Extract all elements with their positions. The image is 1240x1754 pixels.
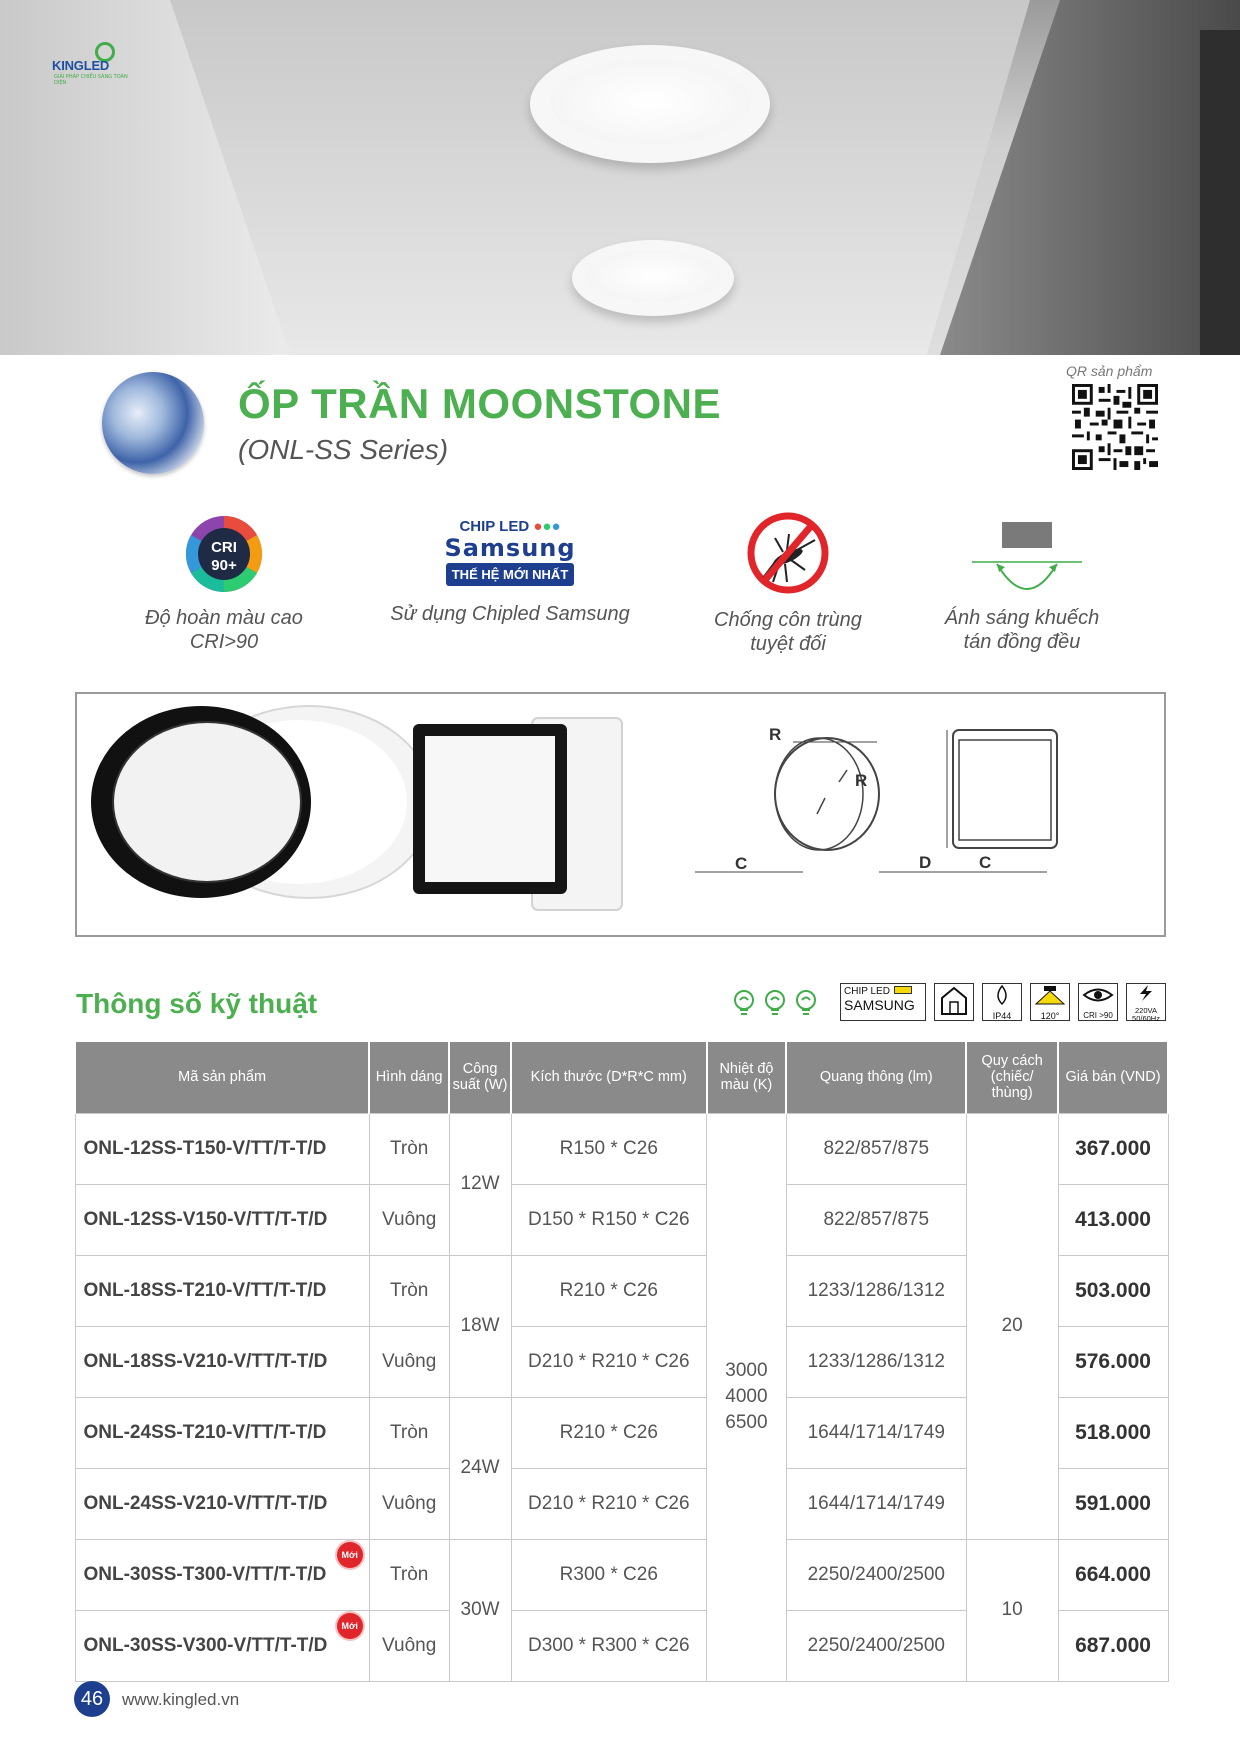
hero-photo: [0, 0, 1240, 355]
product-lumen: 1644/1714/1749: [786, 1397, 966, 1468]
feature-insect: [658, 510, 918, 656]
product-lumen: 822/857/875: [786, 1184, 966, 1255]
brand-logo[interactable]: [48, 42, 128, 86]
product-lumen: 1644/1714/1749: [786, 1468, 966, 1539]
feature-caption: [892, 606, 1152, 654]
eco-bulb-icons: [730, 988, 820, 1020]
caption-line: Chống côn trùng: [714, 609, 862, 631]
spec-table: [74, 1040, 1169, 1682]
product-price: 576.000: [1058, 1326, 1168, 1397]
product-price: 367.000: [1058, 1113, 1168, 1184]
header-size: Kích thước (D*R*C mm): [511, 1041, 706, 1113]
round-r-label: R: [769, 725, 782, 744]
product-size: D210 * R210 * C26: [511, 1326, 706, 1397]
feature-caption: [380, 602, 640, 626]
page-number: 46: [74, 1681, 110, 1717]
square-black-lens: [425, 736, 555, 882]
qr-code-icon[interactable]: [1072, 384, 1158, 470]
product-power: 30W: [449, 1539, 511, 1681]
product-code: ONL-12SS-T150-V/TT/T-T/D: [75, 1113, 369, 1184]
feature-light: [892, 514, 1152, 654]
product-series: (ONL-SS Series): [238, 434, 449, 465]
product-lumen: 1233/1286/1312: [786, 1326, 966, 1397]
header-power: Công suất (W): [449, 1041, 511, 1113]
feature-samsung: [380, 514, 640, 626]
product-power: 18W: [449, 1255, 511, 1397]
product-size: R300 * C26: [511, 1539, 706, 1610]
caption-line: Sử dụng Chipled Samsung: [390, 603, 630, 625]
product-images: [77, 694, 1164, 935]
spec-title: Thông số kỹ thuật: [76, 988, 318, 1019]
product-cct: [707, 1113, 787, 1681]
product-size: D300 * R300 * C26: [511, 1610, 706, 1681]
header-price: Giá bán (VND): [1058, 1041, 1168, 1113]
hero-lamp-large: [530, 45, 770, 163]
product-size: R210 * C26: [511, 1255, 706, 1326]
caption-line: Độ hoàn màu cao: [145, 607, 303, 629]
indoor-house-icon: [934, 983, 974, 1021]
product-pack: 20: [966, 1113, 1058, 1539]
header-cct: Nhiệt độ màu (K): [707, 1041, 787, 1113]
product-shape: Vuông: [369, 1326, 449, 1397]
product-power: 12W: [449, 1113, 511, 1255]
beam-angle-icon: [1030, 983, 1070, 1021]
product-shape: Vuông: [369, 1468, 449, 1539]
caption-line: tán đồng đều: [963, 631, 1081, 653]
round-c-label: C: [735, 854, 748, 873]
samsung-brand: Samsung: [444, 534, 576, 562]
product-size: D150 * R150 * C26: [511, 1184, 706, 1255]
samsung-tag: THẾ HỆ MỚI NHẤT: [446, 563, 575, 586]
new-badge: Mới: [337, 1542, 363, 1568]
product-image-box: [75, 692, 1166, 937]
round-black-lens: [113, 722, 301, 882]
product-code: ONL-12SS-V150-V/TT/T-T/D: [75, 1184, 369, 1255]
voltage-icon: [1126, 983, 1166, 1021]
product-shape: Tròn: [369, 1113, 449, 1184]
light-spread-icon: [952, 514, 1092, 594]
angle-label: 120°: [1040, 1011, 1060, 1021]
product-code: ONL-18SS-T210-V/TT/T-T/D: [75, 1255, 369, 1326]
logo-tagline: GIẢI PHÁP CHIẾU SÁNG TOÀN DIỆN: [54, 74, 128, 86]
product-code-text: ONL-30SS-T300-V/TT/T-T/D: [83, 1563, 327, 1585]
ip44-icon: [982, 983, 1022, 1021]
product-size: R150 * C26: [511, 1113, 706, 1184]
feature-caption: [94, 606, 354, 654]
feature-cri: [94, 514, 354, 654]
chip-line1: CHIP LED: [844, 986, 890, 997]
cri-label: CRI >90: [1083, 1011, 1113, 1020]
product-shape: Tròn: [369, 1397, 449, 1468]
product-code: [75, 1539, 369, 1610]
logo-text: KINGLED: [52, 58, 110, 73]
product-lumen: 2250/2400/2500: [786, 1610, 966, 1681]
square-drawing: [953, 730, 1057, 848]
product-shape: Tròn: [369, 1539, 449, 1610]
product-title: ỐP TRẦN MOONSTONE: [238, 380, 721, 427]
product-price: 591.000: [1058, 1468, 1168, 1539]
header-lumen: Quang thông (lm): [786, 1041, 966, 1113]
square-r-label: R: [855, 771, 868, 790]
product-lumen: 822/857/875: [786, 1113, 966, 1184]
product-size: R210 * C26: [511, 1397, 706, 1468]
cri-badge-top: CRI: [211, 539, 237, 556]
header-shape: Hình dáng: [369, 1041, 449, 1113]
cct-value: 4000: [725, 1386, 768, 1407]
product-code: ONL-18SS-V210-V/TT/T-T/D: [75, 1326, 369, 1397]
product-power: 24W: [449, 1397, 511, 1539]
header-code: Mã sản phẩm: [75, 1041, 369, 1113]
product-pack: 10: [966, 1539, 1058, 1681]
product-shape: Tròn: [369, 1255, 449, 1326]
product-size: D210 * R210 * C26: [511, 1468, 706, 1539]
chip-label: CHIP LED: [459, 518, 530, 535]
product-code: ONL-24SS-T210-V/TT/T-T/D: [75, 1397, 369, 1468]
new-badge: Mới: [337, 1613, 363, 1639]
table-row: [75, 1539, 1168, 1610]
product-lumen: 2250/2400/2500: [786, 1539, 966, 1610]
product-price: 413.000: [1058, 1184, 1168, 1255]
product-price: 503.000: [1058, 1255, 1168, 1326]
product-price: 518.000: [1058, 1397, 1168, 1468]
chip-line2: SAMSUNG: [844, 997, 915, 1013]
header-pack: Quy cách (chiếc/ thùng): [966, 1041, 1058, 1113]
cct-value: 3000: [725, 1360, 768, 1381]
ip-label: IP44: [992, 1011, 1012, 1021]
hero-lamp-small: [572, 240, 734, 316]
table-header-row: [75, 1041, 1168, 1113]
hero-door: [1200, 30, 1240, 355]
square-c-label: C: [979, 853, 992, 872]
product-code-text: ONL-30SS-V300-V/TT/T-T/D: [83, 1634, 328, 1656]
product-price: 687.000: [1058, 1610, 1168, 1681]
cct-value: 6500: [725, 1412, 768, 1433]
caption-line: CRI>90: [189, 631, 259, 653]
product-price: 664.000: [1058, 1539, 1168, 1610]
moonstone-gem-image: [102, 372, 204, 474]
voltage-line1: 220VA: [1135, 1006, 1157, 1015]
voltage-line2: 50/60Hz: [1132, 1014, 1160, 1023]
samsung-chip-icon: CHIP LED ●●● Samsung THẾ HỆ MỚI NHẤT: [380, 514, 640, 594]
table-row: [75, 1113, 1168, 1184]
product-code: [75, 1610, 369, 1681]
no-mosquito-icon: [745, 510, 831, 596]
caption-line: tuyệt đối: [750, 633, 826, 655]
website-link[interactable]: www.kingled.vn: [122, 1690, 240, 1709]
qr-label: QR sản phẩm: [1066, 363, 1153, 379]
cri-eye-icon: [1078, 983, 1118, 1021]
product-shape: Vuông: [369, 1610, 449, 1681]
square-d-label: D: [919, 853, 932, 872]
chip-led-samsung-icon: [840, 983, 926, 1021]
product-lumen: 1233/1286/1312: [786, 1255, 966, 1326]
product-code: ONL-24SS-V210-V/TT/T-T/D: [75, 1468, 369, 1539]
product-shape: Vuông: [369, 1184, 449, 1255]
feature-caption: [658, 608, 918, 656]
cri-badge-bottom: 90+: [211, 557, 237, 574]
caption-line: Ánh sáng khuếch: [944, 607, 1100, 629]
cri-icon: [184, 514, 264, 594]
